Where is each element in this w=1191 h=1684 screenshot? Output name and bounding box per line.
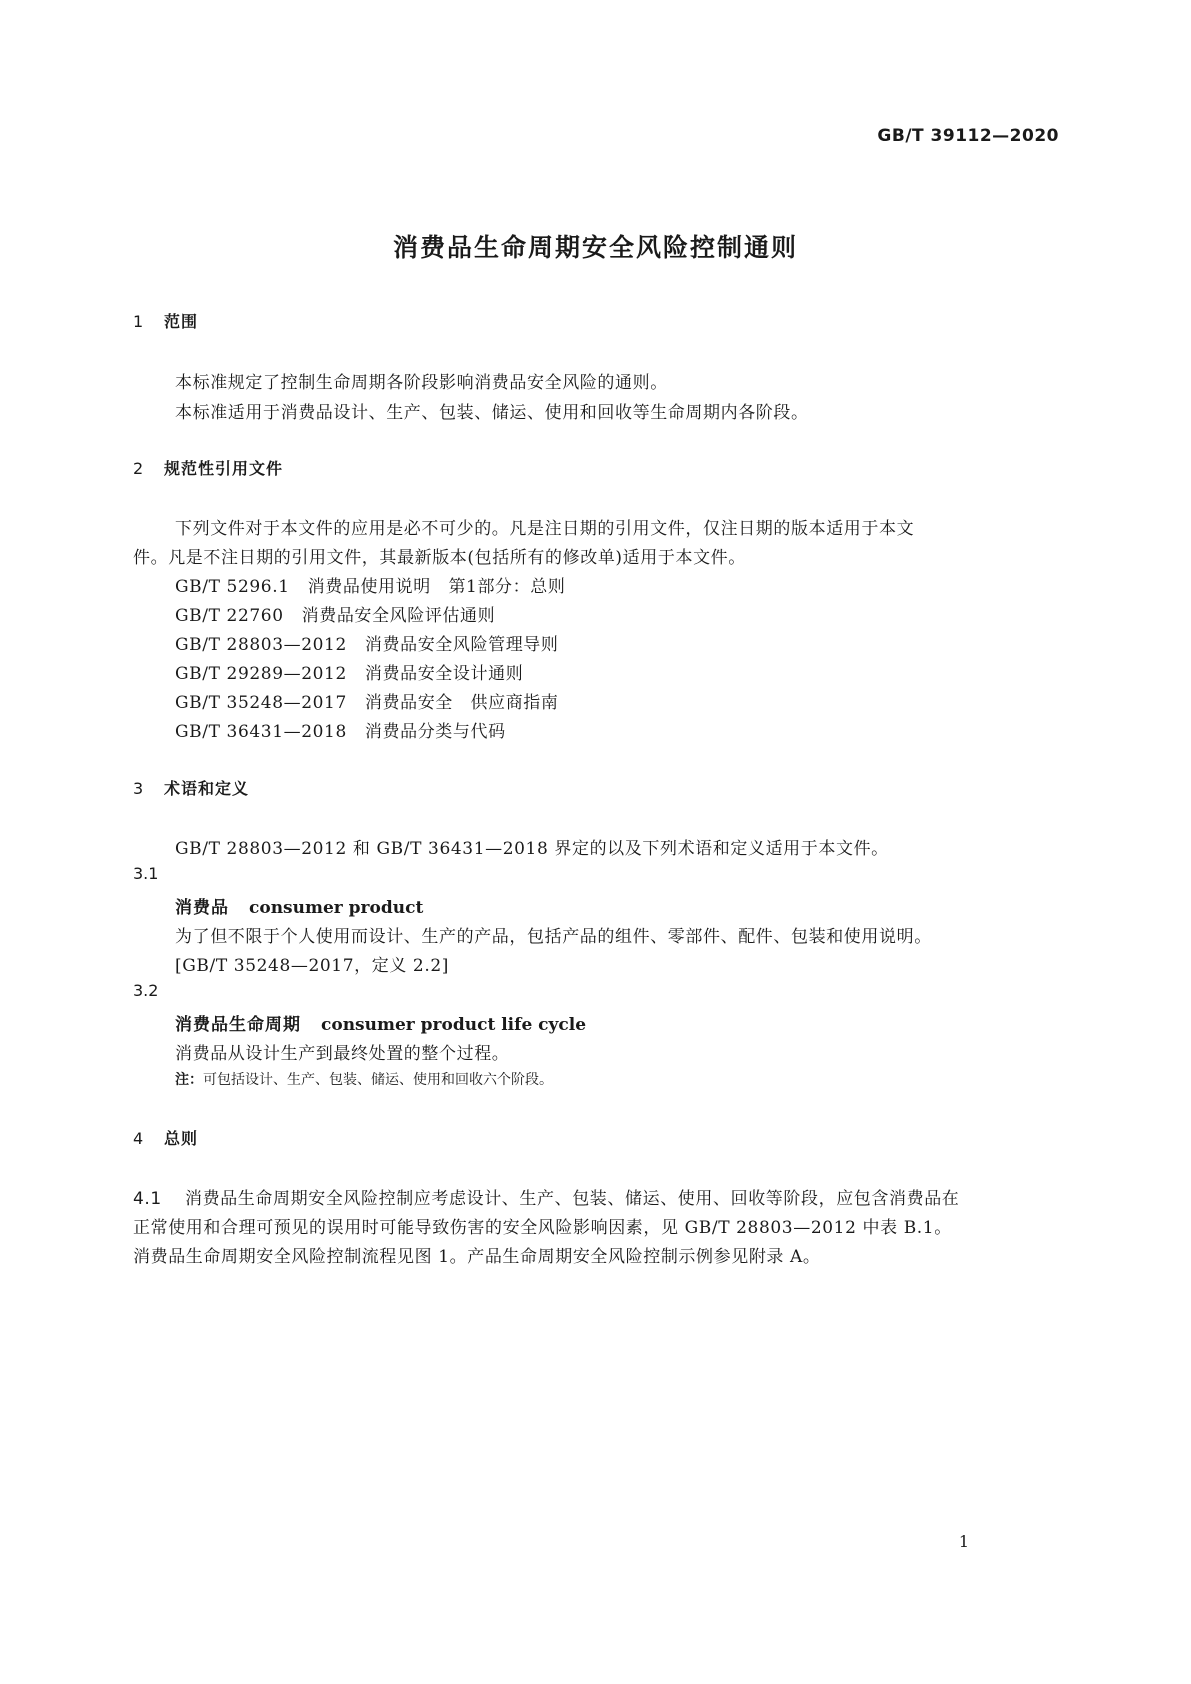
reference-title: 消费品安全 供应商指南 <box>364 693 559 713</box>
term-number: 3.1 <box>133 864 159 883</box>
reference-item <box>175 659 523 684</box>
reference-title: 消费品安全设计通则 <box>364 664 524 684</box>
reference-code: GB/T 36431—2018 <box>175 722 347 742</box>
reference-code: GB/T 5296.1 <box>175 577 290 597</box>
reference-code: GB/T 22760 <box>175 606 284 626</box>
term-chinese: 消费品 <box>175 898 229 918</box>
reference-title: 消费品分类与代码 <box>364 722 506 742</box>
section-3-heading <box>133 776 249 799</box>
section-title: 术语和定义 <box>164 779 250 798</box>
term-definition: 消费品从设计生产到最终处置的整个过程。 <box>175 1044 510 1064</box>
section-title: 范围 <box>164 312 199 331</box>
reference-title: 消费品使用说明 第1部分：总则 <box>307 577 566 597</box>
note-label: 注： <box>175 1072 203 1088</box>
section-number: 4 <box>133 1129 145 1148</box>
document-title: 消费品生命周期安全风险控制通则 <box>392 233 798 262</box>
reference-code: GB/T 35248—2017 <box>175 693 347 713</box>
term-source: [GB/T 35248—2017，定义 2.2] <box>175 956 449 976</box>
term-english: consumer product <box>249 898 424 918</box>
reference-code: GB/T 29289—2012 <box>175 664 347 684</box>
term-entry <box>175 893 423 918</box>
clause-4-1-line: 消费品生命周期安全风险控制流程见图 1。产品生命周期安全风险控制示例参见附录 A。 <box>133 1247 821 1267</box>
section-number: 2 <box>133 459 145 478</box>
section-title: 规范性引用文件 <box>164 459 284 478</box>
term-note <box>175 1069 553 1089</box>
page-number: 1 <box>958 1532 969 1551</box>
clause-text: 消费品生命周期安全风险控制应考虑设计、生产、包装、储运、使用、回收等阶段，应包含消费品在 <box>185 1189 960 1209</box>
section-4-heading <box>133 1126 198 1149</box>
paragraph: GB/T 28803—2012 和 GB/T 36431—2018 界定的以及下列术语和定义适用于本文件。 <box>175 839 889 859</box>
clause-4-1-line <box>133 1184 959 1209</box>
reference-item <box>175 688 559 713</box>
term-number: 3.2 <box>133 981 159 1000</box>
section-title: 总则 <box>164 1129 199 1148</box>
term-entry <box>175 1010 586 1035</box>
reference-code: GB/T 28803—2012 <box>175 635 347 655</box>
reference-title: 消费品安全风险评估通则 <box>301 606 496 626</box>
paragraph: 下列文件对于本文件的应用是必不可少的。凡是注日期的引用文件，仅注日期的版本适用于本文 <box>175 519 915 539</box>
reference-title: 消费品安全风险管理导则 <box>364 635 559 655</box>
clause-number: 4.1 <box>133 1189 162 1209</box>
section-2-heading <box>133 456 283 479</box>
section-number: 1 <box>133 312 145 331</box>
paragraph: 本标准规定了控制生命周期各阶段影响消费品安全风险的通则。 <box>175 373 668 393</box>
reference-item <box>175 717 506 742</box>
section-1-heading <box>133 309 198 332</box>
term-english: consumer product life cycle <box>321 1015 587 1035</box>
term-definition: 为了但不限于个人使用而设计、生产的产品，包括产品的组件、零部件、配件、包装和使用说明。 <box>175 927 932 947</box>
reference-item <box>175 630 559 655</box>
term-chinese: 消费品生命周期 <box>175 1015 301 1035</box>
clause-4-1-line: 正常使用和合理可预见的误用时可能导致伤害的安全风险影响因素，见 GB/T 28803—2012 中表 B.1。 <box>133 1218 952 1238</box>
reference-item <box>175 601 495 626</box>
note-text: 可包括设计、生产、包装、储运、使用和回收六个阶段。 <box>203 1072 553 1088</box>
standard-code: GB/T 39112—2020 <box>877 126 1059 146</box>
reference-item <box>175 572 565 597</box>
paragraph: 本标准适用于消费品设计、生产、包装、储运、使用和回收等生命周期内各阶段。 <box>175 403 809 423</box>
paragraph: 件。凡是不注日期的引用文件，其最新版本(包括所有的修改单)适用于本文件。 <box>133 548 746 568</box>
section-number: 3 <box>133 779 145 798</box>
